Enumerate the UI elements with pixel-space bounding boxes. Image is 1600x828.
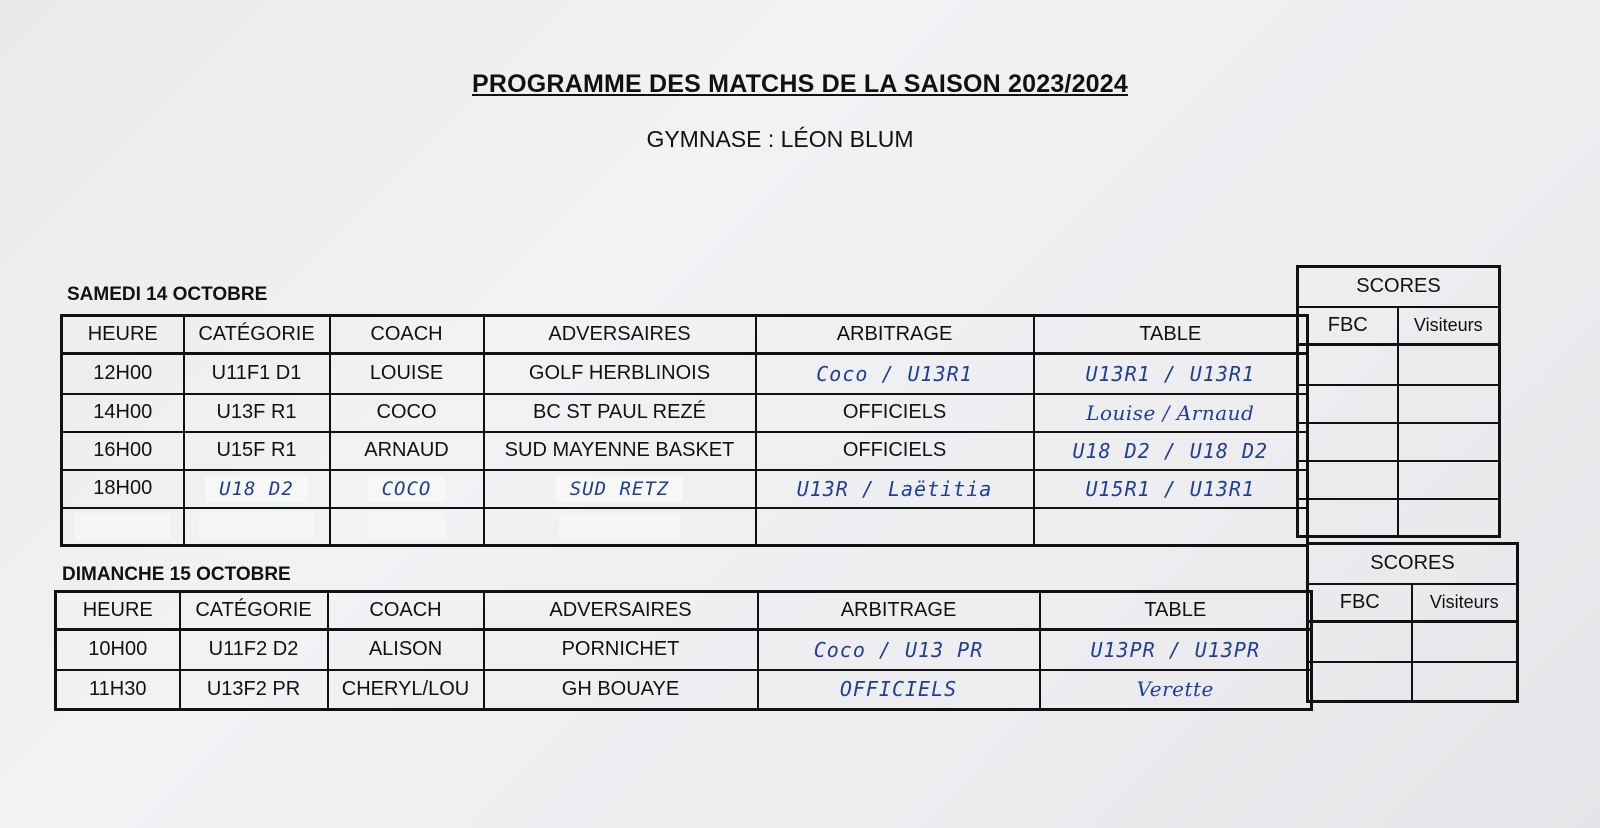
correction-tape (199, 513, 314, 539)
col-header-arbitrage: ARBITRAGE (758, 592, 1040, 630)
cell-adversaires: SUD MAYENNE BASKET (484, 432, 756, 470)
day2-schedule-table (54, 590, 1313, 711)
cell-categorie: U13F2 PR (180, 670, 328, 710)
table-row (56, 630, 1312, 670)
cell-heure: 11H30 (56, 670, 180, 710)
scores-visiteurs-header: Visiteurs (1398, 307, 1500, 345)
gym-subtitle: GYMNASE : LÉON BLUM (646, 126, 914, 152)
cell-arbitrage-handwritten: U13R / Laëtitia (756, 470, 1034, 508)
col-header-adversaires: ADVERSAIRES (484, 316, 756, 354)
cell-coach: ALISON (328, 630, 484, 670)
day2-scores-table (1306, 542, 1519, 703)
col-header-categorie: CATÉGORIE (180, 592, 328, 630)
cell-adversaires: PORNICHET (484, 630, 758, 670)
col-header-heure: HEURE (62, 316, 184, 354)
cell-adversaires-erased (484, 508, 756, 546)
cell-heure: 18H00 (62, 470, 184, 508)
score-visiteurs-cell (1398, 461, 1500, 499)
table-row (62, 394, 1308, 432)
cell-arbitrage-handwritten: Coco / U13R1 (756, 354, 1034, 394)
cell-heure: 14H00 (62, 394, 184, 432)
col-header-coach: COACH (328, 592, 484, 630)
cell-coach: ARNAUD (330, 432, 484, 470)
col-header-arbitrage: ARBITRAGE (756, 316, 1034, 354)
scores-title: SCORES (1298, 267, 1500, 307)
cell-heure: 12H00 (62, 354, 184, 394)
cell-coach: LOUISE (330, 354, 484, 394)
correction-tape-label: SUD RETZ (556, 476, 684, 502)
score-fbc-cell (1308, 622, 1412, 662)
cell-adversaires: BC ST PAUL REZÉ (484, 394, 756, 432)
score-visiteurs-cell (1412, 662, 1518, 702)
correction-tape (75, 513, 171, 539)
col-header-coach: COACH (330, 316, 484, 354)
cell-coach: COCO (330, 394, 484, 432)
score-visiteurs-cell (1398, 499, 1500, 537)
cell-categorie-correction (184, 470, 330, 508)
cell-heure: 16H00 (62, 432, 184, 470)
col-header-categorie: CATÉGORIE (184, 316, 330, 354)
table-row (62, 354, 1308, 394)
cell-categorie-erased (184, 508, 330, 546)
cell-coach-correction (330, 470, 484, 508)
table-row (56, 670, 1312, 710)
cell-categorie: U11F1 D1 (184, 354, 330, 394)
cell-table-handwritten: U13PR / U13PR (1040, 630, 1312, 670)
cell-table-empty (1034, 508, 1308, 546)
document-title: PROGRAMME DES MATCHS DE LA SAISON 2023/2024 (472, 70, 1128, 98)
col-header-heure: HEURE (56, 592, 180, 630)
correction-tape-label: U18 D2 (205, 476, 308, 502)
day2-label: DIMANCHE 15 OCTOBRE (62, 564, 291, 585)
table-header-row (62, 316, 1308, 354)
col-header-table: TABLE (1040, 592, 1312, 630)
day1-label: SAMEDI 14 OCTOBRE (67, 284, 268, 305)
score-visiteurs-cell (1398, 385, 1500, 423)
score-fbc-cell (1298, 345, 1398, 385)
score-visiteurs-cell (1398, 345, 1500, 385)
correction-tape (559, 513, 681, 539)
table-header-row (56, 592, 1312, 630)
day1-scores-table (1296, 265, 1501, 538)
cell-table-handwritten: U15R1 / U13R1 (1034, 470, 1308, 508)
scores-visiteurs-header: Visiteurs (1412, 584, 1518, 622)
cell-arbitrage-empty (756, 508, 1034, 546)
cell-table-handwritten: U18 D2 / U18 D2 (1034, 432, 1308, 470)
cell-table-handwritten: U13R1 / U13R1 (1034, 354, 1308, 394)
score-fbc-cell (1298, 385, 1398, 423)
score-fbc-cell (1298, 423, 1398, 461)
table-row (62, 470, 1308, 508)
cell-coach-erased (330, 508, 484, 546)
score-fbc-cell (1298, 499, 1398, 537)
cell-coach: CHERYL/LOU (328, 670, 484, 710)
cell-categorie: U15F R1 (184, 432, 330, 470)
cell-heure-erased (62, 508, 184, 546)
table-row (62, 508, 1308, 546)
correction-tape (369, 513, 445, 539)
scores-title: SCORES (1308, 544, 1518, 584)
cell-adversaires: GOLF HERBLINOIS (484, 354, 756, 394)
scores-fbc-header: FBC (1308, 584, 1412, 622)
col-header-adversaires: ADVERSAIRES (484, 592, 758, 630)
cell-arbitrage-handwritten: Coco / U13 PR (758, 630, 1040, 670)
cell-table-handwritten: Louise / Arnaud (1034, 394, 1308, 432)
cell-arbitrage: OFFICIELS (756, 394, 1034, 432)
col-header-table: TABLE (1034, 316, 1308, 354)
cell-adversaires-correction (484, 470, 756, 508)
score-fbc-cell (1298, 461, 1398, 499)
correction-tape-label: COCO (368, 476, 446, 502)
table-row (62, 432, 1308, 470)
cell-arbitrage-handwritten: OFFICIELS (758, 670, 1040, 710)
cell-arbitrage: OFFICIELS (756, 432, 1034, 470)
score-fbc-cell (1308, 662, 1412, 702)
score-visiteurs-cell (1398, 423, 1500, 461)
cell-adversaires: GH BOUAYE (484, 670, 758, 710)
scores-fbc-header: FBC (1298, 307, 1398, 345)
score-visiteurs-cell (1412, 622, 1518, 662)
day1-schedule-table (60, 314, 1309, 547)
cell-heure: 10H00 (56, 630, 180, 670)
cell-categorie: U11F2 D2 (180, 630, 328, 670)
cell-categorie: U13F R1 (184, 394, 330, 432)
cell-table-handwritten: Verette (1040, 670, 1312, 710)
